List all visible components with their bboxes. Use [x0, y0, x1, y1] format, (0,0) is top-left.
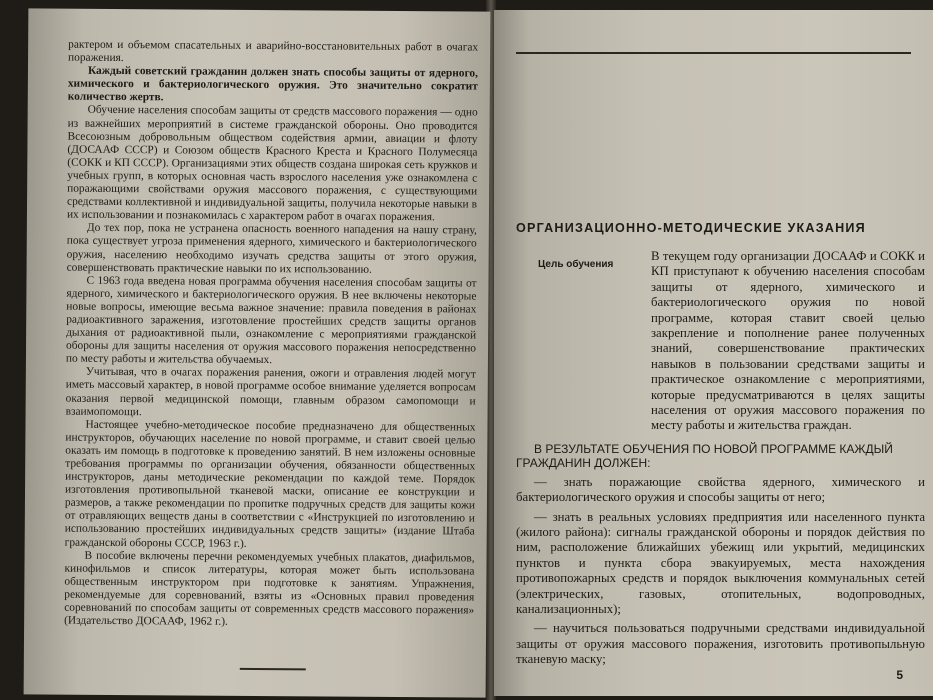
paragraph: рактером и объемом спасательных и аварийно-восстановительных работ в очагах поражения.	[68, 38, 479, 65]
list-item: — научиться пользоваться подручными средствами индивидуальной защиты от оружия массового поражения, изготовить противопыльную тканевую маску;	[516, 621, 925, 667]
paragraph: В пособие включены перечни рекомендуемых учебных плакатов, диафильмов, кинофильмов и список литературы, которая может быть использована общественным инструктором при подготовке к занятиям. Упражнения, рекомендуемые для соревнований, взяты из «Основных правил проведения соревнований по способам защиты от современных средств массового поражения» (Издательство ДОСААФ, 1962 г.).	[64, 549, 475, 628]
paragraph: Учитывая, что в очагах поражения ранения, ожоги и отравления людей могут иметь массовый характер, в новой программе особое внимание уделяется вопросам оказания первой медицинской помощи, главным образом самопомощи и взаимопомощи.	[65, 366, 476, 418]
top-rule	[516, 52, 911, 54]
side-label: Цель обучения	[538, 259, 614, 270]
paragraph: Каждый советский гражданин должен знать способы защиты от ядерного, химического и бактериологического оружия. Это значительно сократит количество жертв.	[67, 65, 478, 104]
paragraph: Настоящее учебно-методическое пособие предназначено для общественных инструкторов, обучающих население по новой программе, и ставит своей целью оказать им помощь в подготовке к проведению занятий. В нем изложены основные требования программы по организации обучения, обязанности общественных инструкторов, даны методические рекомендации по каждой теме. Порядок изготовления противопыльной тканевой маски, описание ее конструкции и размеров, а также рекомендации по пропитке подручных средств для защиты кожи от отравляющих веществ даны в соответствии с «Инструкцией по изготовлению и использованию простейших индивидуальных средств защиты» (издание Штаба гражданской обороны СССР, 1963 г.).	[64, 418, 476, 550]
page-number: 5	[896, 668, 903, 682]
paragraph: С 1963 года введена новая программа обучения населения способам защиты от ядерного, химического и бактериологического оружия. В нее включены некоторые новые вопросы, имеющие весьма важное значение: правила поведения в районах радиоактивного заражения, изготовление простейших средств защиты органов дыхания от радиоактивной пыли, ознакомление с мероприятиями гражданской обороны для защиты населения от оружия массового поражения непосредственно по месту работы и жительства обучаемых.	[65, 274, 477, 367]
right-page	[494, 10, 933, 696]
right-page-text	[516, 249, 925, 668]
left-page	[24, 8, 491, 697]
purpose-paragraph: В текущем году организации ДОСААФ и СОКК и КП приступают к обучению населения способам защиты от ядерного, химического и бактериологического оружия по новой программе, которая ставит своей целью закрепление и пополнение ранее полученных знаний, совершенствование практических навыков в пользовании средствами защиты и практическое ознакомление с мероприятиями, которые предусматриваются в целях защиты населения от оружия массового поражения по месту работы и жительства граждан.	[651, 249, 925, 433]
left-page-text	[64, 39, 478, 631]
list-item: — знать поражающие свойства ядерного, химического и бактериологического оружия и способы защиты от него;	[516, 474, 925, 505]
paragraph: До тех пор, пока не устранена опасность военного нападения на нашу страну, пока существует угроза применения ядерного, химического и бактериологического оружия, населению необходимо изучать средства защиты от этого оружия, совершенствовать практические навыки по их использованию.	[66, 222, 477, 276]
list-item: — знать в реальных условиях предприятия или населенного пункта (жилого района): сигналы гражданской обороны и порядок действия по ним, расположение ближайших убежищ или укрытий, медицинских пунктов и пункта сбора эвакуируемых, места нахождения противопожарных средств и порядок выключения коммунальных сетей (электрических, газовых, отопительных, водопроводных, канализационных);	[516, 509, 925, 616]
paragraph: Обучение населения способам защиты от средств массового поражения — одно из важнейших мероприятий в системе гражданской обороны. Оно проводится Всесоюзным добровольным обществом содействия армии, авиации и флоту (ДОСААФ СССР) и Союзом обществ Красного Креста и Красного Полумесяца (СОКК и КП СССР). Организациями этих обществ создана широкая сеть кружков и учебных групп, в которых основная часть взрослого населения уже ознакомлена с поражающими свойствами оружия массового поражения, с существующими средствами коллективной и индивидуальной защиты, получила некоторые навыки в их использовании и познакомилась с характером работ в очагах поражения.	[66, 104, 478, 224]
purpose-block	[516, 249, 925, 434]
bottom-divider	[240, 668, 306, 670]
result-heading: В РЕЗУЛЬТАТЕ ОБУЧЕНИЯ ПО НОВОЙ ПРОГРАММЕ КАЖДЫЙ ГРАЖДАНИН ДОЛЖЕН:	[516, 441, 893, 471]
section-heading: ОРГАНИЗАЦИОННО-МЕТОДИЧЕСКИЕ УКАЗАНИЯ	[516, 221, 866, 235]
